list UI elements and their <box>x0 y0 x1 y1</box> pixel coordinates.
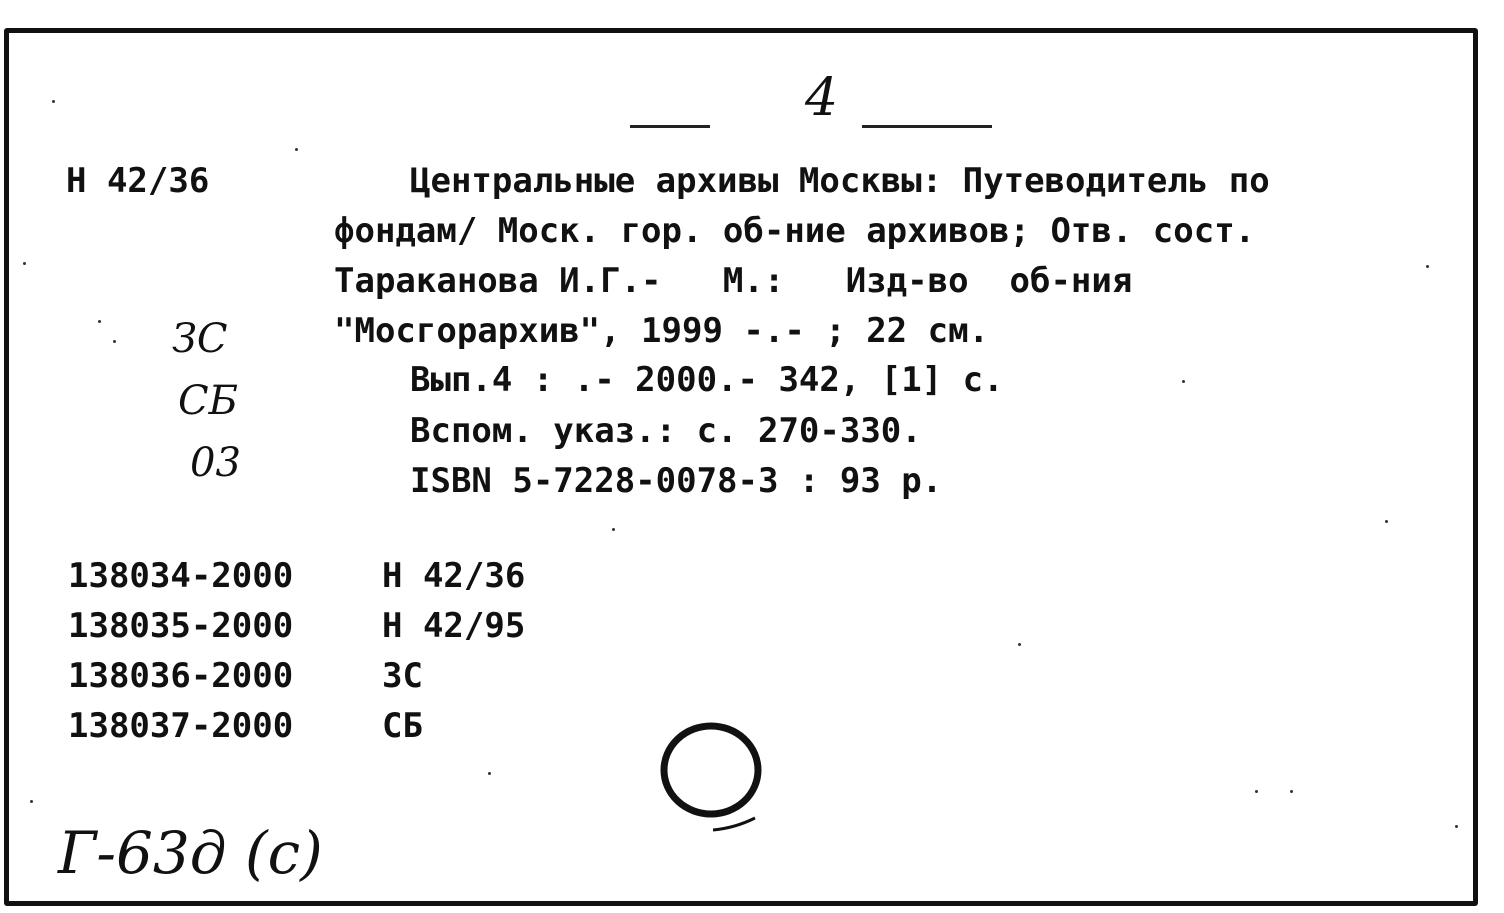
speck <box>295 148 298 151</box>
sigla-03: 03 <box>190 440 241 486</box>
issue-line: Вып.4 : .- 2000.- 342, [1] с. <box>410 360 1004 400</box>
title-line-3: Тараканова И.Г.- М.: Изд-во об-ния <box>334 261 1133 301</box>
inventory-location: СБ <box>382 706 423 746</box>
title-line-2: фондам/ Моск. гор. об-ние архивов; Отв. сост. <box>334 211 1256 251</box>
sigla-sb: СБ <box>178 378 238 424</box>
speck <box>30 800 33 803</box>
index-line: Вспом. указ.: с. 270-330. <box>410 411 922 451</box>
inventory-number: 138036-2000 <box>68 656 294 696</box>
speck <box>113 340 116 343</box>
sigla-zs: ЗС <box>172 316 228 362</box>
speck <box>1182 380 1185 383</box>
punch-hole-icon <box>655 722 770 837</box>
speck <box>1255 790 1258 793</box>
speck <box>98 320 101 323</box>
inventory-number: 138034-2000 <box>68 556 294 596</box>
speck <box>612 528 615 531</box>
speck <box>1455 825 1458 828</box>
inventory-number: 138035-2000 <box>68 606 294 646</box>
title-line-4: "Мосгорархив", 1999 -.- ; 22 см. <box>334 311 990 351</box>
inventory-number: 138037-2000 <box>68 706 294 746</box>
speck <box>52 100 55 103</box>
title-line-1: Центральные архивы Москвы: Путеводитель по <box>410 161 1270 201</box>
speck <box>1385 520 1388 523</box>
speck <box>1426 265 1429 268</box>
top-dash-left <box>630 125 710 128</box>
call-number: Н 42/36 <box>66 161 210 201</box>
speck <box>1290 790 1293 793</box>
handwritten-code: Г-63д (с) <box>58 819 323 887</box>
isbn-line: ISBN 5-7228-0078-3 : 93 р. <box>410 461 943 501</box>
speck <box>1018 643 1021 646</box>
page-number: 4 <box>805 68 839 128</box>
speck <box>488 772 491 775</box>
inventory-location: Н 42/36 <box>382 556 526 596</box>
inventory-location: Н 42/95 <box>382 606 526 646</box>
top-dash-right <box>862 125 992 128</box>
speck <box>23 262 26 265</box>
inventory-location: ЗС <box>382 656 423 696</box>
